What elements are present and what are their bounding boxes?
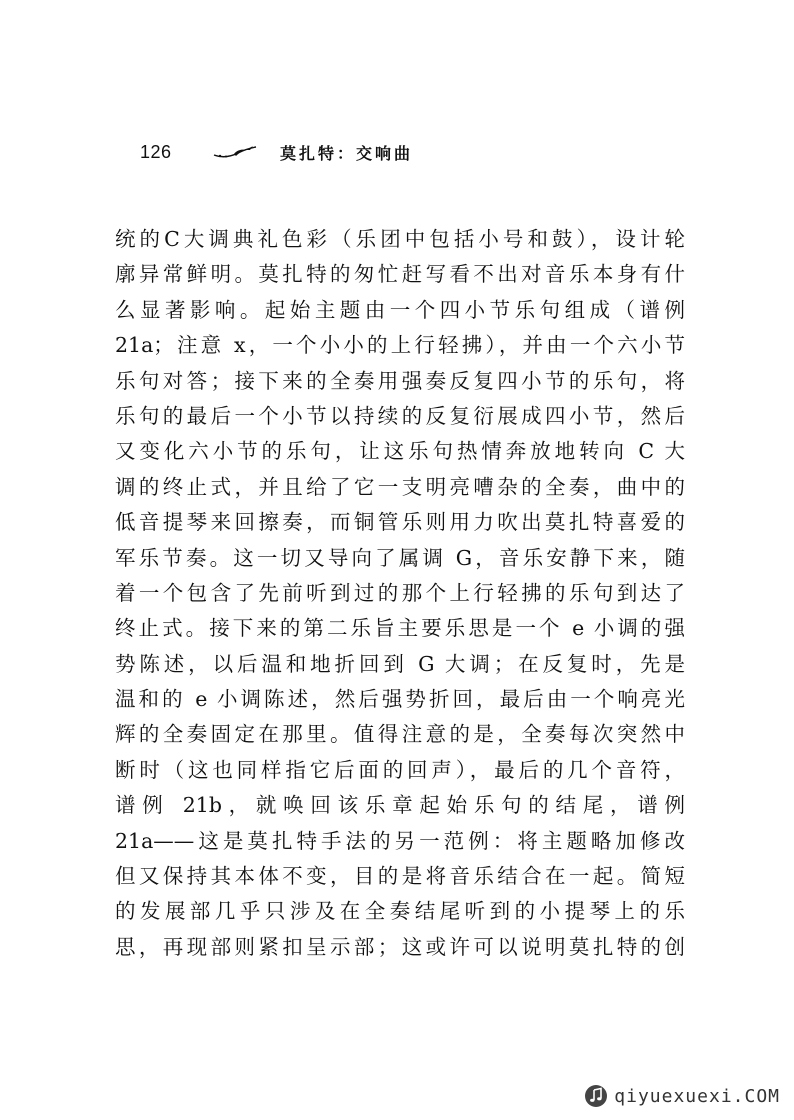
site-watermark [584,1084,780,1108]
text-line: 乐句对答；接下来的全奏用强奏反复四小节的乐句，将 [115,368,685,393]
text-line: 调的终止式，并且给了它一支明亮嘈杂的全奏，曲中的 [115,474,685,499]
text-line: 势陈述，以后温和地折回到 G 大调；在反复时，先是 [115,651,685,676]
running-title: 莫扎特：交响曲 [280,143,414,163]
text-line: 又变化六小节的乐句，让这乐句热情奔放地转向 C 大 [115,439,685,464]
text-line: 乐句的最后一个小节以持续的反复衍展成四小节，然后 [115,403,685,428]
text-line: 的发展部几乎只涉及在全奏结尾听到的小提琴上的乐 [115,899,685,924]
text-line: 21a；注意 x，一个小小的上行轻拂），并由一个六小节 [115,333,685,358]
text-line: 着一个包含了先前听到过的那个上行轻拂的乐句到达了 [115,580,685,605]
text-line: 但又保持其本体不变，目的是将音乐结合在一起。简短 [115,864,685,889]
text-line: 统的C大调典礼色彩（乐团中包括小号和鼓），设计轮 [115,227,685,251]
quill-flourish-icon [212,144,258,160]
text-line: 终止式。接下来的第二乐旨主要乐思是一个 e 小调的强 [115,616,685,641]
text-line: 谱例 21b，就唤回该乐章起始乐句的结尾，谱例 [115,793,685,818]
music-note-logo-icon [584,1084,608,1108]
text-line: 么显著影响。起始主题由一个四小节乐句组成（谱例 [115,297,685,322]
watermark-text: qiyuexuexi.COM [614,1085,780,1107]
text-line: 思，再现部则紧扣呈示部；这或许可以说明莫扎特的创 [115,934,685,959]
text-line: 军乐节奏。这一切又导向了属调 G，音乐安静下来，随 [115,545,685,570]
text-line: 温和的 e 小调陈述，然后强势折回，最后由一个响亮光 [115,687,685,712]
text-line: 断时（这也同样指它后面的回声），最后的几个音符， [115,757,685,782]
text-line: 21a——这是莫扎特手法的另一范例：将主题略加修改 [115,828,685,853]
running-header [140,138,413,166]
text-line: 低音提琴来回擦奏，而铜管乐则用力吹出莫扎特喜爱的 [115,510,685,535]
body-text [115,222,685,965]
text-line: 廓异常鲜明。莫扎特的匆忙赶写看不出对音乐本身有什 [115,262,685,287]
page-number: 126 [140,141,172,162]
text-line: 辉的全奏固定在那里。值得注意的是，全奏每次突然中 [115,722,685,747]
